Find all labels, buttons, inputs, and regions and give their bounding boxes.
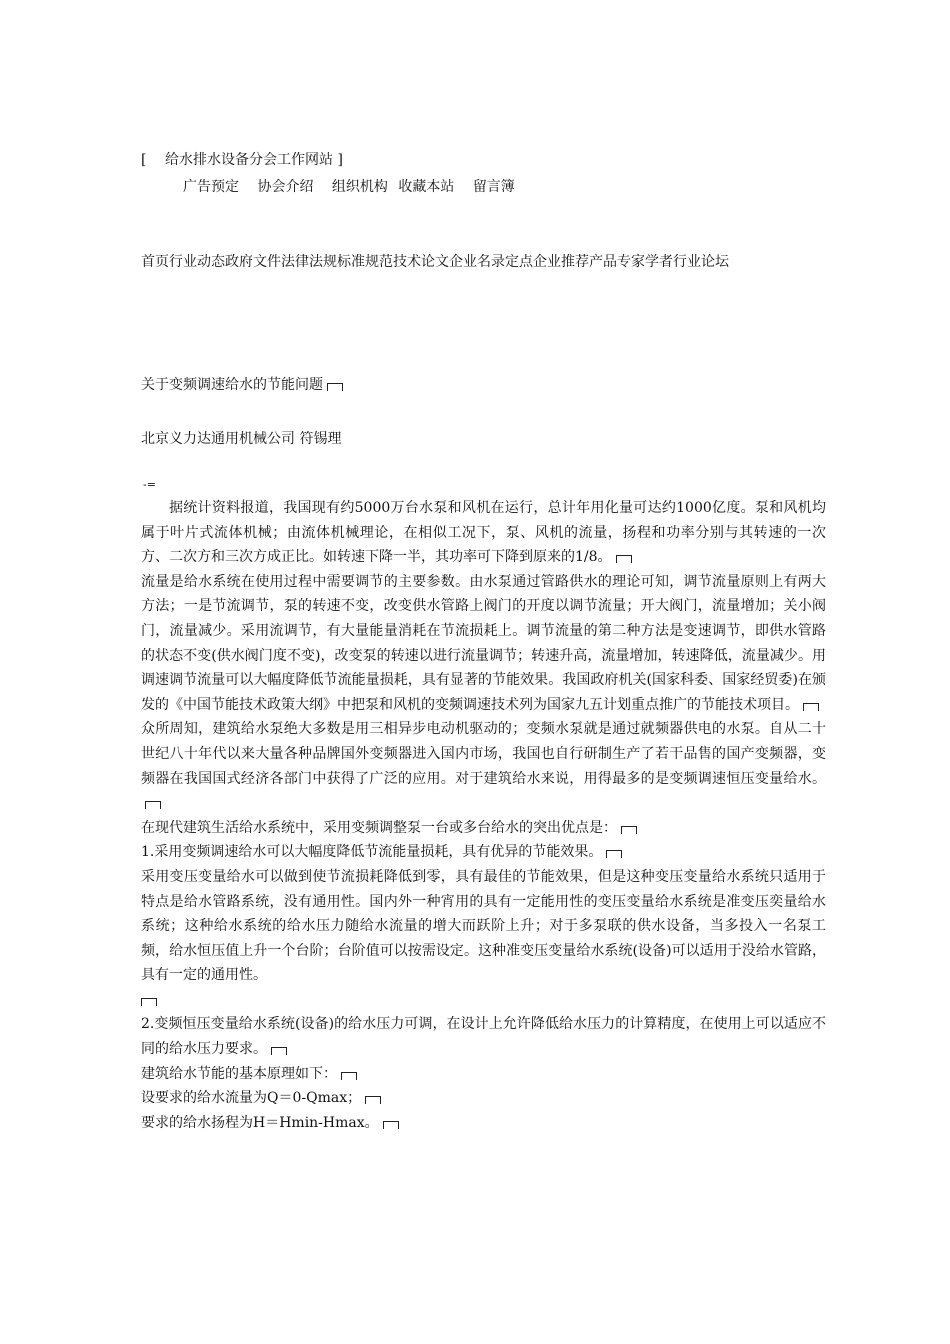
- paragraph: [141, 1111, 826, 1136]
- paragraph: [141, 1012, 826, 1061]
- site-nav: [183, 175, 529, 199]
- line-break-icon: [145, 801, 161, 809]
- paragraph-text: 据统计资料报道，我国现有约5000万台水泵和风机在运行，总计年用化量可达约1000亿度。泵和风机均属于叶片式流体机械；由流体机械理论，在相似工况下，泵、风机的流量，扬程和功率分别与其转速的一次方、二次方和三次方成正比。如转速下降一半，其功率可下降到原来的1/8。: [141, 500, 826, 566]
- article-author: 北京义力达通用机械公司 符锡理: [141, 431, 342, 447]
- main-menu[interactable]: 首页行业动态政府文件法律法规标准规范技术论文企业名录定点企业推荐产品专家学者行业论坛: [141, 254, 729, 270]
- paragraph: [141, 1062, 826, 1087]
- line-break-icon: [803, 703, 819, 711]
- site-title: [141, 148, 343, 172]
- paragraph: [141, 840, 826, 865]
- paragraph-text: 2.变频恒压变量给水系统(设备)的给水压力可调，在设计上允许降低给水压力的计算精度，在使用上可以适应不同的给水压力要求。: [141, 1016, 826, 1058]
- paragraph-text: 建筑给水节能的基本原理如下：: [141, 1065, 337, 1082]
- line-break-icon: [141, 998, 157, 1006]
- paragraph: [141, 865, 826, 1013]
- line-break-icon: [606, 850, 622, 858]
- bracket-open: [: [141, 152, 147, 168]
- line-break-icon: [365, 1096, 381, 1104]
- paragraph-text: 要求的给水扬程为H＝Hmin-Hmax。: [141, 1114, 379, 1131]
- nav-link-organization[interactable]: 组织机构: [331, 179, 388, 195]
- paragraph-text: 在现代建筑生活给水系统中，采用变频调整泵一台或多台给水的突出优点是：: [141, 819, 617, 836]
- article-body: [141, 496, 826, 1135]
- paragraph-text: 1.采用变频调速给水可以大幅度降低节流能量损耗，具有优异的节能效果。: [141, 844, 603, 861]
- paragraph: [141, 570, 826, 718]
- nav-link-bookmark[interactable]: 收藏本站: [398, 179, 455, 195]
- paragraph-text: 采用变压变量给水可以做到使节流损耗降低到零，具有最佳的节能效果，但是这种变压变量给水系统只适用于特点是给水管路系统，没有通用性。国内外一种宵用的具有一定能用性的变压变量给水系统是准变压奕量给水系统；这种给水系统的给水压力随给水流量的增大而跃阶上升；对于多泵联的供水设备，当多投入一名泵工频，给水恒压值上升一个台阶；台阶值可以按需设定。这种准变压变量给水系统(设备)可以适用于没给水管路，具有一定的通用性。: [141, 868, 826, 984]
- nav-link-about[interactable]: 协会介绍: [257, 179, 314, 195]
- paragraph-text: 流量是给水系统在使用过程中需要调节的主要参数。由水泵通过管路供水的理论可知，调节流量原则上有两大方法；一是节流调节，泵的转速不变，改变供水管路上阀门的开度以调节流量；开大阀门，流量增加；关小阀门，流量减少。采用流调节，有大量能量消耗在节流损耗上。调节流量的第二种方法是变速调节，即供水管路的状态不变(供水阀门度不变)，改变泵的转速以进行流量调节；转速升高，流量增加，转速降低，流量减少。用调速调节流量可以大幅度降低节流能量损耗，具有显著的节能效果。我国政府机关(国家科委、国家经贸委)在颁发的《中国节能技术政策大纲》中把泵和风机的变频调速技术列为国家九五计划重点推广的节能技术项目。: [141, 573, 826, 713]
- paragraph-text: 设要求的给水流量为Q＝0-Qmax；: [141, 1090, 362, 1107]
- line-break-icon: [271, 1047, 287, 1055]
- nav-link-ads[interactable]: 广告预定: [183, 179, 239, 195]
- line-break-icon: [621, 826, 637, 834]
- bracket-close: ]: [337, 152, 343, 168]
- paragraph-text: 众所周知，建筑给水泵绝大多数是用三相异步电动机驱动的；变频水泵就是通过就频器供电的水泵。自从二十世纪八十年代以来大量各种品牌国外变频器进入国内市场，我国也自行研制生产了若干品售的国产变频器，变频器在我国国式经济各部门中获得了广泛的应用。对于建筑给水来说，用得最多的是变频调速恒压变量给水。: [141, 721, 826, 787]
- paragraph: [141, 496, 826, 570]
- line-break-icon: [341, 1072, 357, 1080]
- article-title-text: 关于变频调速给水的节能问题: [141, 377, 323, 393]
- line-break-icon: [383, 1121, 399, 1129]
- nav-link-guestbook[interactable]: 留言簿: [472, 179, 515, 195]
- line-break-icon: [327, 383, 343, 391]
- paragraph: [141, 1086, 826, 1111]
- small-mark: -=: [143, 478, 156, 491]
- line-break-icon: [616, 555, 632, 563]
- paragraph: [141, 816, 826, 841]
- article-title: [141, 373, 343, 397]
- site-name: 给水排水设备分会工作网站: [165, 152, 333, 168]
- paragraph: [141, 717, 826, 815]
